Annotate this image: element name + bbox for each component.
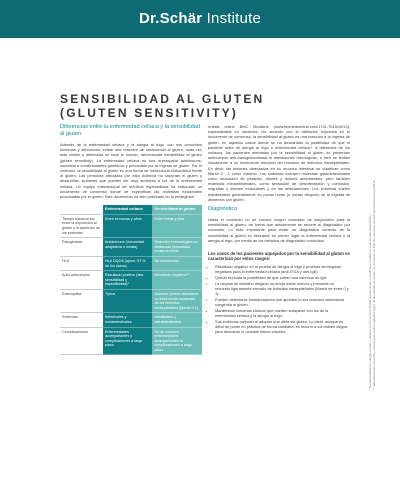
institute-logo (0, 10, 400, 27)
intro-paragraph: Además de la enfermedad celíaca y la alergia al trigo, con sus conocidos síntomas y afecciones, existe otra reacción de intolerancia al gluten, cada vez más visible y detectada en todo el mundo, denominada sensibilidad al gluten (gluten sensitivity). La enfermedad celíaca es una enteropatía autoinmune, sometida a condicionantes genéticos y provocada por la ingesta de gluten. Por el contrario, la sensibilidad al gluten es una forma de intolerancia sintomática frente al gluten. Las personas afectadas por esta dolencia no soportan el gluten y desarrollan síntomas que pueden ser muy similares a los de la enfermedad celíaca. Un equipo internacional de médicos especialistas ha elaborado un documento de consenso donde se especifican las molestias funcionales provocadas por el gluten. Este documento ha sido publicado en la prestigiosa (60, 142, 202, 200)
list-item: • Sus síntomas mejoran al adoptar una dieta sin gluten. Lo ideal, aunque es difícil de poner en práctica de forma cotidiana, es recurrir a los dobles ciegos, para descartar un posible efecto placebo. (215, 319, 350, 334)
sensitivity-cell: No esclarecido (152, 256, 202, 270)
section-heading-differences: Diferencias entre la enfermedad celíaca y la sensibilidad al gluten (60, 124, 200, 137)
celiac-cell: Entre semanas y años (103, 214, 153, 237)
logo-suffix: Institute (202, 10, 261, 27)
list-item: • Queda excluida la posibilidad de que sufran una carencia de IgA. (215, 275, 350, 280)
table-header-empty (60, 205, 103, 214)
continuation-paragraph: revista online BMC Medicine (www.biomedcentral.com/1741-7015/10/13), especializada en medicina. De acuerdo con la definición expuesta en el documento de consenso, la sensibilidad al gluten es una reacción a la ingesta de gluten, en aquellos casos donde se ha descartado la posibilidad de que el paciente sufra de alergia al trigo o enfermedad celíaca*. A diferencia de los celíacos, los pacientes afectados por la sensibilidad al gluten no presentan anticuerpos anti-transglutaminasa ni alteraciones histológicas, o bien se limitan únicamente a un incremento reducido del recuento de linfocitos intraepiteliales. En decir, las lesiones detectadas en su mucosa intestinal se clasifican como Marsh 0 - 1 como máximo. Los síntomas incluyen molestias gastrointestinales como sensación de pesadez, diarrea y dolores abdominales, pero también molestias extraintestinales, como sensación de desorientación y confusión, migrañas y dolores musculares y en las articulaciones. Los síntomas suelen manifestarse generalmente en pocas horas (o horas) después de la ingesta de alimentos con gluten. (208, 124, 350, 202)
header-band (0, 0, 400, 38)
logo-brand: Dr.Schär (138, 10, 203, 27)
celiac-cell: Autoinmune (inmunidad adaptativa e innata) (103, 238, 153, 257)
list-item: • Pueden detectarse biomarcadores que apunten a una reacción inmunitaria congénita al gluten. (215, 297, 350, 307)
section-heading-diagnosis: Diagnóstico (208, 206, 238, 213)
footnote-sidebar (366, 110, 378, 390)
list-item: • Resultado negativo en la prueba de alergia al trigo y pruebas serológicas negativas para la enfermedad celíaca (anti-tTGA y anti-IgE). (215, 264, 350, 274)
page-title: SENSIBILIDAD AL GLUTEN (60, 92, 265, 106)
diagnosis-paragraph: Hasta el momento no se conoce ningún marcador de diagnóstico para la sensibilidad al gluten, de forma que actualmente se recurre al diagnóstico por exclusión. Lo más importante para emitir un diagnóstico correcto de la sensibilidad al gluten es descartar en primer lugar la enfermedad celíaca y la alergia al trigo, por medio de los métodos de diagnóstico conocidos. (208, 217, 350, 243)
table-row (60, 313, 202, 327)
footnote-2: ** Autoanticuerpos anti-tTG y anticuerpos contra el gliadina (IgA) no dominados de gluten, en forma de un 10% de pacientes con EC pueden tener un perfil de (372, 179, 376, 390)
list-item: • La biopsia de intestino delgado no arroja datos nuevos y presenta un recuento ligeramente elevado de linfocitos intraepiteliales (Marsh de entre 0 y 1). (215, 281, 350, 296)
row-label: Auto-anticuerpos (60, 271, 103, 290)
row-label: Enteropatía (60, 289, 103, 312)
row-label: Síntomas (60, 313, 103, 327)
row-label: Patogénesis (60, 238, 103, 257)
table-row (60, 214, 202, 237)
table-row (60, 327, 202, 355)
footnote-1: * Excepcionalmente, alergia al trigo y celíacos como no HLA-DQ2/8 pueden tener un perfil muy tardado en este sentido diagnóstico. (368, 214, 372, 390)
row-label: Tiempo transcurrido entre la exposición al gluten y la aparición de los síntomas (60, 214, 103, 237)
right-column (208, 124, 350, 335)
sensitivity-cell: Intestinales y extraintestinales (152, 313, 202, 327)
table-row (60, 238, 202, 257)
table-row (60, 271, 202, 290)
table-row (60, 289, 202, 312)
sensitivity-cell: Ausente; puede detectarse un incremento moderado de los linfocitos intraepiteliales (Marsh 0-1) (152, 289, 202, 312)
page-title-block (60, 92, 360, 120)
sensitivity-cell: Reacción inmunológica no declarada (inmunidad innata la fecha (152, 238, 202, 257)
table-header-celiac: Enfermedad celíaca (103, 205, 153, 214)
criteria-list (208, 264, 350, 334)
table-header-sensitivity: Sensibilidad al gluten (152, 205, 202, 214)
celiac-cell: Intestinales y extraintestinales (103, 313, 153, 327)
row-label: Complicaciones (60, 327, 103, 355)
celiac-cell: Típica (103, 289, 153, 312)
page-subtitle: (GLUTEN SENSITIVITY) (60, 106, 239, 120)
celiac-cell: Resultado positivo (alta sensibilidad y especificidad)* (103, 271, 153, 290)
criteria-title: Los casos de los pacientes aquejados por la sensibilidad al gluten se caracterizan por estos rasgos: (208, 251, 350, 262)
celiac-cell: HLA DQ2/8 (aprox. 97 % de los casos) (103, 256, 153, 270)
sensitivity-cell: Entre horas y días (152, 214, 202, 237)
left-column (60, 124, 202, 355)
table-header-row (60, 205, 202, 214)
comparison-table (60, 205, 202, 355)
row-label: HLA (60, 256, 103, 270)
sensitivity-cell: No se conocen enfermedades acompañantes ni complicaciones a largo plazo (152, 327, 202, 355)
list-item: • Manifiestan síntomas clínicos que pueden solaparse con los de la enfermedad celíaca y la alergia al trigo. (215, 308, 350, 318)
celiac-cell: Enfermedades acompañantes y complicaciones a largo plazo (103, 327, 153, 355)
criteria-box (208, 251, 350, 334)
sensitivity-cell: Resultado negativo** (152, 271, 202, 290)
table-row (60, 256, 202, 270)
